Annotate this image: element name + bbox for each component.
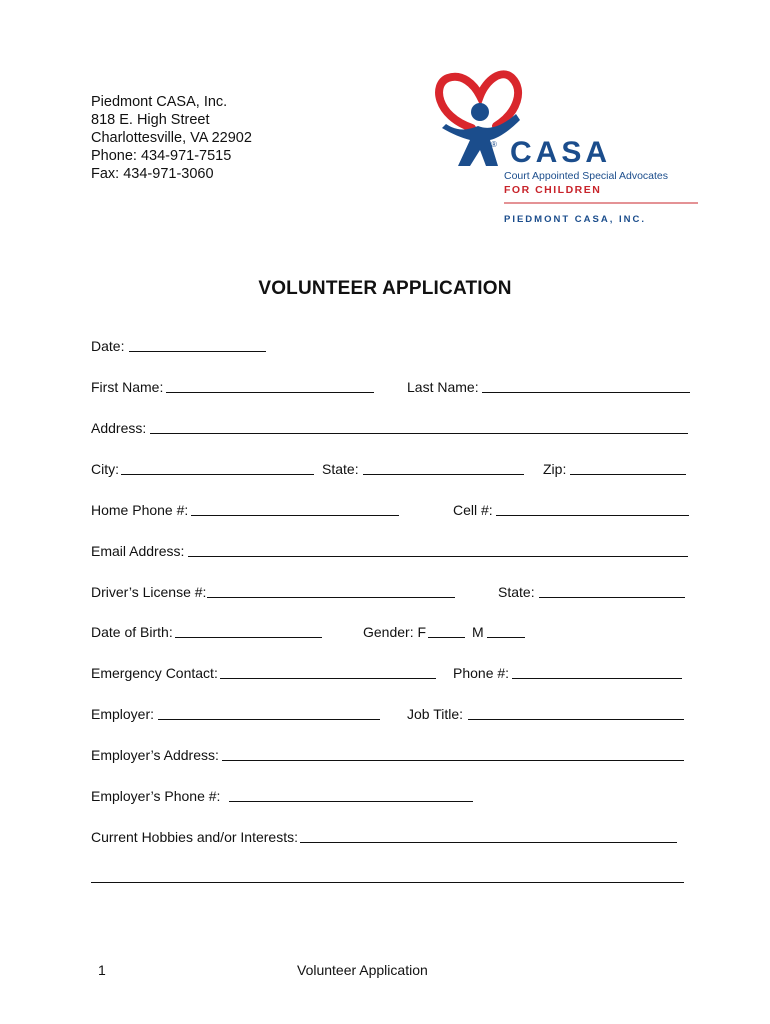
logo-tagline-2: FOR CHILDREN — [504, 184, 602, 196]
gender-f-field[interactable] — [428, 637, 465, 638]
home-phone-field[interactable] — [191, 515, 399, 516]
date-label: Date: — [91, 338, 125, 354]
employer-address-label: Employer’s Address: — [91, 747, 219, 763]
gender-label: Gender: F — [363, 624, 427, 640]
home-phone-label: Home Phone #: — [91, 502, 189, 518]
emergency-phone-field[interactable] — [512, 678, 682, 679]
dl-state-label: State: — [498, 584, 535, 600]
city-field[interactable] — [121, 474, 314, 475]
form-title: VOLUNTEER APPLICATION — [258, 278, 512, 299]
employer-field[interactable] — [158, 719, 380, 720]
logo-tagline: Court Appointed Special Advocates — [504, 170, 669, 182]
state-field[interactable] — [363, 474, 524, 475]
registered-mark: ® — [491, 140, 497, 149]
zip-label: Zip: — [543, 461, 567, 477]
logo-chapter: PIEDMONT CASA, INC. — [504, 214, 646, 225]
cell-field[interactable] — [496, 515, 689, 516]
page-number: 1 — [98, 962, 106, 978]
dob-field[interactable] — [175, 637, 322, 638]
employer-phone-field[interactable] — [229, 801, 473, 802]
hobbies-field[interactable] — [300, 842, 677, 843]
organization-address — [91, 93, 252, 183]
zip-field[interactable] — [570, 474, 686, 475]
org-street: 818 E. High Street — [91, 112, 210, 128]
org-name: Piedmont CASA, Inc. — [91, 94, 228, 110]
drivers-license-label: Driver’s License #: — [91, 584, 207, 600]
dl-state-field[interactable] — [539, 597, 685, 598]
emergency-contact-label: Emergency Contact: — [91, 665, 218, 681]
drivers-license-field[interactable] — [207, 597, 455, 598]
org-city: Charlottesville, VA 22902 — [91, 130, 252, 146]
footer-doc-title: Volunteer Application — [297, 962, 428, 978]
city-label: City: — [91, 461, 119, 477]
email-field[interactable] — [188, 556, 688, 557]
employer-address-field[interactable] — [222, 760, 684, 761]
emergency-phone-label: Phone #: — [453, 665, 510, 681]
org-phone: Phone: 434-971-7515 — [91, 148, 232, 164]
casa-logo — [428, 70, 703, 230]
org-fax: Fax: 434-971-3060 — [91, 166, 214, 182]
job-title-label: Job Title: — [407, 706, 464, 722]
address-label: Address: — [91, 420, 147, 436]
last-name-label: Last Name: — [407, 379, 479, 395]
address-field[interactable] — [150, 433, 688, 434]
gender-m-field[interactable] — [487, 637, 525, 638]
date-field[interactable] — [129, 351, 266, 352]
dob-label: Date of Birth: — [91, 624, 173, 640]
hobbies-label: Current Hobbies and/or Interests: — [91, 829, 298, 845]
state-label: State: — [322, 461, 359, 477]
casa-wordmark: CASA — [510, 136, 612, 169]
gender-m-label: M — [472, 624, 484, 640]
email-label: Email Address: — [91, 543, 185, 559]
employer-label: Employer: — [91, 706, 155, 722]
employer-phone-label: Employer’s Phone #: — [91, 788, 221, 804]
cell-label: Cell #: — [453, 502, 493, 518]
last-name-field[interactable] — [482, 392, 690, 393]
job-title-field[interactable] — [468, 719, 684, 720]
first-name-field[interactable] — [166, 392, 374, 393]
first-name-label: First Name: — [91, 379, 164, 395]
emergency-contact-field[interactable] — [220, 678, 436, 679]
hobbies-field-continued[interactable] — [91, 882, 684, 883]
